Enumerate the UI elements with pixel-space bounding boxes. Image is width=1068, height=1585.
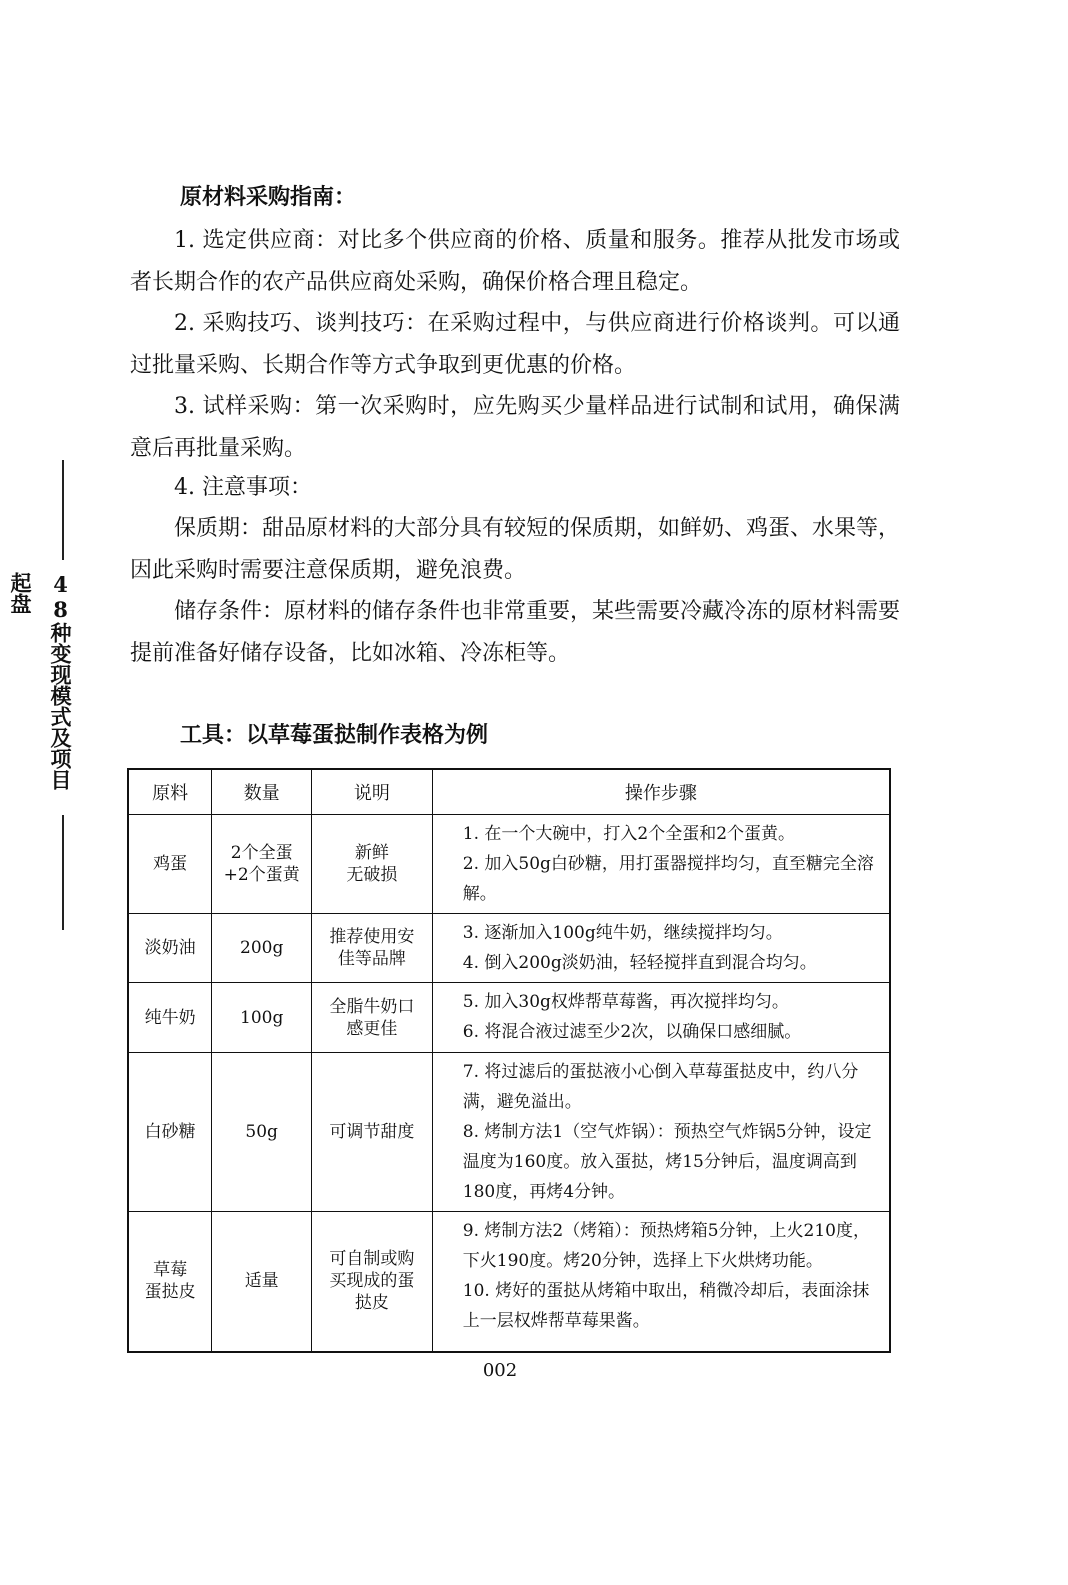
cell-line: 200g [240,938,284,958]
cell-note [312,1053,433,1212]
paragraph-2 [130,303,900,387]
paragraph-text: 3. 试样采购：第一次采购时，应先购买少量样品进行试制和试用，确保满意后再批量采购。 [130,394,900,461]
paragraph-text: 4. 注意事项： [174,475,312,500]
table-row [128,1053,890,1212]
cell-amount [212,983,312,1053]
cell-line: 买现成的蛋 [329,1271,415,1292]
cell-material [128,983,212,1053]
cell-material [128,1212,212,1352]
cell-line: 可调节甜度 [329,1122,415,1142]
cell-line: 鸡蛋 [153,854,188,874]
recipe-table [127,768,891,1353]
cell-line: 100g [240,1007,284,1028]
step-text: 10. 烤好的蛋挞从烤箱中取出，稍微冷却后，表面涂抹上一层权烨帮草莓果酱。 [462,1281,870,1331]
cell-line: 白砂糖 [144,1122,196,1142]
cell-line: 2个全蛋 [230,843,293,863]
cell-line: 全脂牛奶口 [329,996,415,1017]
margin-rule-top [62,460,64,560]
cell-amount [212,1053,312,1212]
paragraph-text: 储存条件：原材料的储存条件也非常重要，某些需要冷藏冷冻的原材料需要提前准备好储存设备，比如冰箱、冷冻柜等。 [130,599,901,666]
cell-material [128,914,212,983]
step-text: 2. 加入50g白砂糖，用打蛋器搅拌均匀，直至糖完全溶解。 [462,854,874,904]
cell-steps [432,1053,890,1212]
cell-line: 新鲜 [354,843,389,863]
step-text: 4. 倒入200g淡奶油，轻轻搅拌直到混合均匀。 [462,953,817,973]
table-row [128,815,890,914]
cell-line: 可自制或购 [329,1249,415,1270]
header-material: 原料 [128,769,212,815]
cell-line: 草莓 [153,1260,188,1281]
paragraph-shelf-life [130,508,900,592]
header-note: 说明 [312,769,433,815]
step-text: 9. 烤制方法2（烤箱）：预热烤箱5分钟，上火210度，下火190度。烤20分钟，选择上下火烘烤功能。 [462,1221,870,1271]
cell-note [312,983,433,1053]
cell-line: 无破损 [346,865,398,885]
paragraph-4 [130,467,900,509]
paragraph-text: 保质期：甜品原材料的大部分具有较短的保质期，如鲜奶、鸡蛋、水果等，因此采购时需要注意保质期，避免浪费。 [130,516,901,583]
cell-line: 挞皮 [354,1293,389,1314]
paragraph-text: 2. 采购技巧、谈判技巧：在采购过程中，与供应商进行价格谈判。可以通过批量采购、长期合作等方式争取到更优惠的价格。 [130,311,900,378]
step-text: 5. 加入30g权烨帮草莓酱，再次搅拌均匀。 [462,992,789,1012]
step-text: 8. 烤制方法1（空气炸锅）：预热空气炸锅5分钟，设定温度为160度。放入蛋挞，烤15分钟后，温度调高到180度，再烤4分钟。 [462,1122,872,1202]
cell-steps [432,1212,890,1352]
cell-line: 感更佳 [346,1018,398,1039]
cell-note [312,1212,433,1352]
cell-material [128,1053,212,1212]
cell-material [128,815,212,914]
cell-line: 淡奶油 [144,938,196,958]
cell-line: 推荐使用安 [329,927,415,947]
cell-amount [212,815,312,914]
cell-line: 50g [245,1122,278,1142]
step-text: 6. 将混合液过滤至少2次，以确保口感细腻。 [462,1022,802,1042]
margin-rule-bottom [62,815,64,930]
book-title-vertical: 48种变现模式及项目起盘 [8,572,73,790]
header-amount: 数量 [212,769,312,815]
cell-line: +2个蛋黄 [223,865,300,885]
section-heading-procurement: 原材料采购指南： [180,184,357,210]
cell-steps [432,815,890,914]
cell-note [312,815,433,914]
paragraph-storage [130,591,900,675]
cell-amount [212,1212,312,1352]
table-row [128,914,890,983]
section-heading-tool: 工具：以草莓蛋挞制作表格为例 [180,722,489,748]
paragraph-3 [130,386,900,470]
cell-line: 蛋挞皮 [144,1282,196,1303]
table-row [128,983,890,1053]
cell-note [312,914,433,983]
cell-steps [432,914,890,983]
step-text: 1. 在一个大碗中，打入2个全蛋和2个蛋黄。 [462,824,796,844]
paragraph-1 [130,220,900,304]
cell-line: 适量 [244,1271,279,1292]
table-header-row [128,769,890,815]
step-text: 7. 将过滤后的蛋挞液小心倒入草莓蛋挞皮中，约八分满，避免溢出。 [462,1062,859,1112]
cell-line: 纯牛奶 [144,1007,196,1028]
cell-amount [212,914,312,983]
step-text: 3. 逐渐加入100g纯牛奶，继续搅拌均匀。 [462,923,783,943]
page-number: 002 [482,1360,518,1381]
cell-line: 佳等品牌 [337,949,406,969]
table-row [128,1212,890,1352]
header-steps: 操作步骤 [432,769,890,815]
paragraph-text: 1. 选定供应商：对比多个供应商的价格、质量和服务。推荐从批发市场或者长期合作的农产品供应商处采购，确保价格合理且稳定。 [130,228,900,295]
cell-steps [432,983,890,1053]
